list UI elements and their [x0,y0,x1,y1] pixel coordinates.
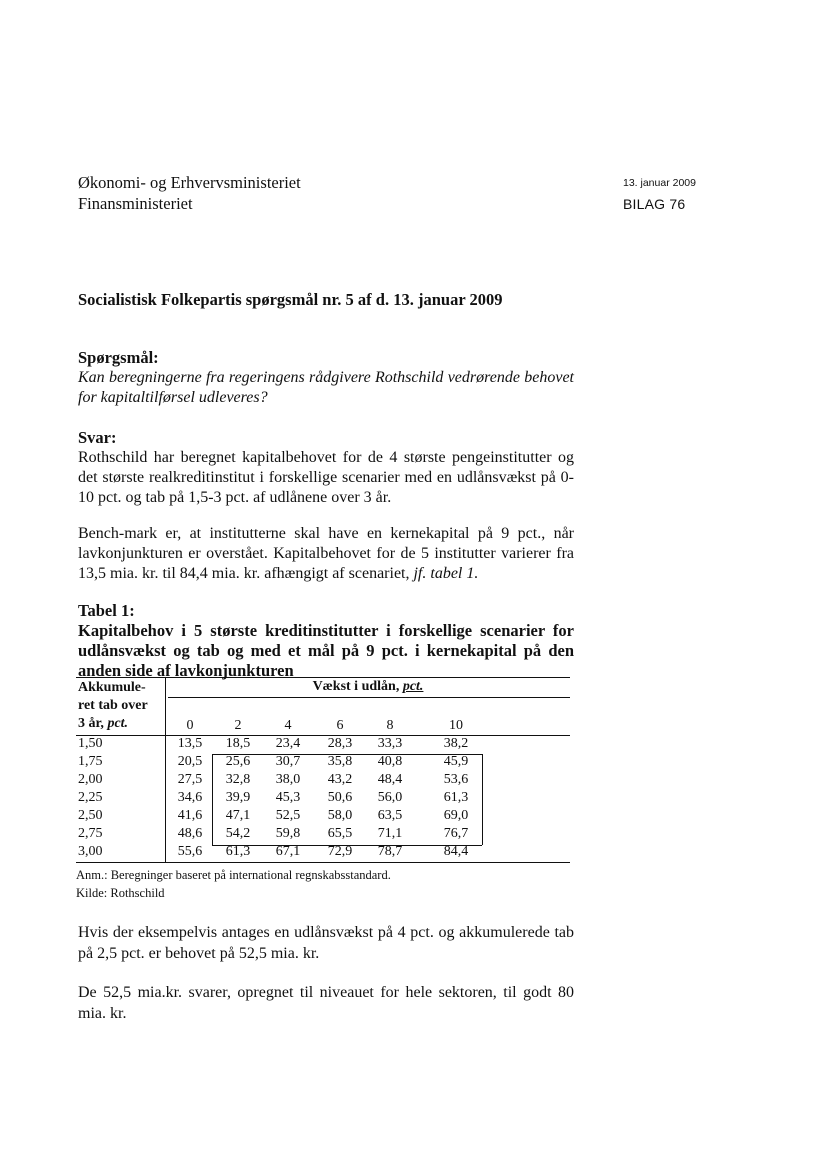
benchmark-text: Bench-mark er, at institutterne skal have en kernekapital på 9 pct., når lavkonjunkturen er overstået. Kapitalbehovet for de 5 institutter varierer fra 13,5 mia. kr. til 84,4 mia. kr. afhængigt af scenariet, [78,525,574,582]
row-label: 1,75 [78,754,103,769]
table-cell: 47,1 [225,808,251,823]
table-cell: 58,0 [327,808,353,823]
table-cell: 59,8 [275,826,301,841]
question-text: Kan beregningerne fra regeringens rådgivere Rothschild vedrørende behovet for kapitaltilførsel udleveres? [78,369,574,406]
column-group-header: Vækst i udlån, pct. [312,679,424,694]
table-cell: 55,6 [177,844,203,859]
table-cell: 33,3 [377,736,403,751]
row-label: 1,50 [78,736,103,751]
table-source: Kilde: Rothschild [76,886,165,900]
answer-section [78,428,574,508]
column-header: 0 [186,718,194,733]
table-cell: 30,7 [275,754,301,769]
question-label: Spørgsmål: [78,348,159,367]
table-cell: 67,1 [275,844,301,859]
table-cell: 50,6 [327,790,353,805]
row-label: 2,00 [78,772,103,787]
table-top-rule [76,677,570,678]
table-group-rule [168,697,570,698]
table-bottom-rule [76,862,570,863]
table-cell: 34,6 [177,790,203,805]
table-cell: 25,6 [225,754,251,769]
answer-label: Svar: [78,428,117,447]
table-cell: 38,2 [443,736,469,751]
table-label: Tabel 1: [78,601,135,620]
ministry-name-1: Økonomi- og Erhvervsministeriet [78,173,301,192]
table-cell: 18,5 [225,736,251,751]
table-cell: 52,5 [275,808,301,823]
table-cell: 23,4 [275,736,301,751]
table-cell: 56,0 [377,790,403,805]
table-cell: 61,3 [443,790,469,805]
table-notes [76,866,391,902]
column-header: 8 [386,718,394,733]
row-label: 3,00 [78,844,103,859]
column-header: 4 [284,718,292,733]
table-cell: 76,7 [443,826,469,841]
capital-table [76,677,570,863]
bilag-number: BILAG 76 [623,196,686,212]
table-cell: 28,3 [327,736,353,751]
document-title: Socialistisk Folkepartis spørgsmål nr. 5 af d. 13. januar 2009 [78,290,503,309]
table-cell: 61,3 [225,844,251,859]
table-cell: 32,8 [225,772,251,787]
row-header: Akkumule- ret tab over 3 år, pct. [78,680,148,731]
column-header: 2 [234,718,242,733]
table-cell: 78,7 [377,844,403,859]
table-cell: 53,6 [443,772,469,787]
table-reference: jf. tabel 1. [413,565,479,582]
highlight-box-right [482,754,483,845]
table-cell: 45,9 [443,754,469,769]
table-caption-end: lavkonjunkturen [174,661,294,680]
row-label: 2,25 [78,790,103,805]
table-caption [78,601,574,681]
column-header: 6 [336,718,344,733]
table-cell: 43,2 [327,772,353,787]
table-cell: 27,5 [177,772,203,787]
table-cell: 48,6 [177,826,203,841]
answer-text: Rothschild har beregnet kapitalbehovet for de 4 største pengeinstitutter og det største realkreditinstitut i forskellige scenarier med en udlånsvækst på 0-10 pct. og tab på 1,5-3 pct. af udlånene over 3 år. [78,449,574,506]
table-cell: 72,9 [327,844,353,859]
table-cell: 39,9 [225,790,251,805]
table-cell: 40,8 [377,754,403,769]
benchmark-paragraph [78,524,574,584]
document-meta [623,176,696,214]
table-cell: 69,0 [443,808,469,823]
table-cell: 13,5 [177,736,203,751]
ministry-name-2: Finansministeriet [78,194,193,213]
sector-paragraph: De 52,5 mia.kr. svarer, opregnet til niveauet for hele sektoren, til godt 80 mia. kr. [78,984,574,1022]
row-label: 2,50 [78,808,103,823]
table-cell: 54,2 [225,826,251,841]
table-cell: 71,1 [377,826,403,841]
table-cell: 45,3 [275,790,301,805]
document-date: 13. januar 2009 [623,177,696,189]
example-paragraph: Hvis der eksempelvis antages en udlånsvækst på 4 pct. og akkumulerede tab på 2,5 pct. er behovet på 52,5 mia. kr. [78,924,574,962]
highlight-box-left [212,754,213,845]
question-section [78,348,574,408]
table-cell: 63,5 [377,808,403,823]
ministry-block [78,172,301,214]
row-label: 2,75 [78,826,103,841]
table-cell: 84,4 [443,844,469,859]
table-cell: 35,8 [327,754,353,769]
table-cell: 41,6 [177,808,203,823]
table-note: Anm.: Beregninger baseret på international regnskabsstandard. [76,868,391,882]
table-cell: 38,0 [275,772,301,787]
table-cell: 65,5 [327,826,353,841]
table-cell: 48,4 [377,772,403,787]
column-header: 10 [449,718,463,733]
table-cell: 20,5 [177,754,203,769]
table-caption-text: Kapitalbehov i 5 største kreditinstitutter i forskellige scenarier for udlånsvækst og tab og med et mål på 9 pct. i kernekapital på den anden side af [78,621,574,680]
